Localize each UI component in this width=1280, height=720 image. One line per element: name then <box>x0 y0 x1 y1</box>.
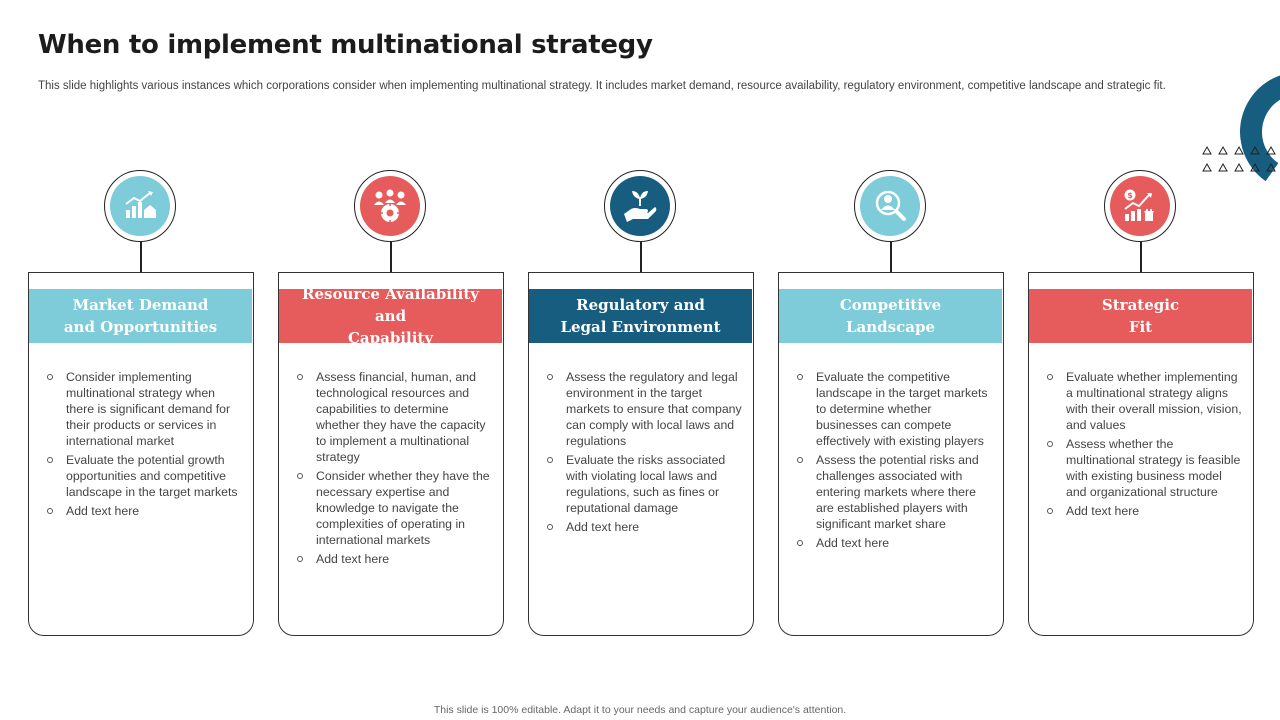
column-strategic-fit <box>1028 170 1254 636</box>
column-competitive-landscape <box>778 170 1004 636</box>
card-heading: Competitive Landscape <box>779 289 1002 343</box>
market-growth-icon <box>122 188 158 224</box>
connector-line <box>140 242 142 272</box>
connector-line <box>890 242 892 272</box>
column-market-demand <box>28 170 254 636</box>
card <box>778 272 1004 636</box>
page-subtitle: This slide highlights various instances which corporations consider when implementing multinational strategy. It includes market demand, resource availability, regulatory environment, competitive landscape and strategic fit. <box>38 80 1166 92</box>
list-item: Evaluate the competitive landscape in the target markets to determine whether businesses can compete effectively with existing players <box>797 369 995 449</box>
bullet-icon <box>297 473 303 479</box>
bullet-icon <box>47 508 53 514</box>
bullet-icon <box>47 457 53 463</box>
bullet-list <box>797 369 995 554</box>
bullet-icon <box>1047 374 1053 380</box>
list-item: Assess the potential risks and challenges associated with entering markets where there are established players with significant market share <box>797 452 995 532</box>
footer-note: This slide is 100% editable. Adapt it to your needs and capture your audience's attention. <box>433 704 847 716</box>
list-item: Add text here <box>47 503 245 519</box>
bullet-icon <box>297 374 303 380</box>
list-item: Add text here <box>1047 503 1245 519</box>
bullet-list <box>47 369 245 522</box>
list-item: Evaluate the risks associated with violating local laws and regulations, such as fines or reputational damage <box>547 452 745 516</box>
bullet-icon <box>547 374 553 380</box>
bullet-icon <box>797 374 803 380</box>
bullet-icon <box>1047 508 1053 514</box>
card-heading: Market Demand and Opportunities <box>29 289 252 343</box>
bullet-list <box>547 369 745 538</box>
svg-text:$: $ <box>1127 191 1133 200</box>
list-item: Evaluate whether implementing a multinational strategy aligns with their overall mission, vision, and values <box>1047 369 1245 433</box>
icon-ring <box>1104 170 1176 242</box>
bullet-list <box>1047 369 1245 522</box>
list-item: Assess the regulatory and legal environment in the target markets to ensure that company can comply with local laws and regulations <box>547 369 745 449</box>
list-item: Evaluate the potential growth opportunities and competitive landscape in the target markets <box>47 452 245 500</box>
hand-plant-icon <box>621 187 659 225</box>
team-gear-icon <box>371 187 409 225</box>
bullet-list <box>297 369 495 570</box>
card <box>528 272 754 636</box>
bullet-icon <box>1047 441 1053 447</box>
list-item: Add text here <box>297 551 495 567</box>
bullet-icon <box>547 457 553 463</box>
list-item: Add text here <box>797 535 995 551</box>
bullet-icon <box>797 540 803 546</box>
list-item: Add text here <box>547 519 745 535</box>
icon-ring <box>854 170 926 242</box>
icon-ring <box>354 170 426 242</box>
list-item: Assess financial, human, and technological resources and capabilities to determine whether they have the capacity to implement a multinational strategy <box>297 369 495 465</box>
list-item: Consider whether they have the necessary expertise and knowledge to navigate the complexities of operating in international markets <box>297 468 495 548</box>
card <box>278 272 504 636</box>
connector-line <box>640 242 642 272</box>
list-item: Assess whether the multinational strategy is feasible with existing business model and organizational structure <box>1047 436 1245 500</box>
card <box>1028 272 1254 636</box>
card <box>28 272 254 636</box>
list-item: Consider implementing multinational strategy when there is significant demand for their products or services in international market <box>47 369 245 449</box>
person-magnifier-icon <box>872 188 908 224</box>
bullet-icon <box>797 457 803 463</box>
connector-line <box>1140 242 1142 272</box>
card-heading: Strategic Fit <box>1029 289 1252 343</box>
card-heading: Regulatory and Legal Environment <box>529 289 752 343</box>
column-regulatory-environment <box>528 170 754 636</box>
column-resource-availability <box>278 170 504 636</box>
page-title: When to implement multinational strategy <box>38 30 653 60</box>
connector-line <box>390 242 392 272</box>
icon-ring <box>104 170 176 242</box>
bullet-icon <box>47 374 53 380</box>
bullet-icon <box>547 524 553 530</box>
strategy-chart-icon <box>1121 187 1159 225</box>
icon-ring <box>604 170 676 242</box>
bullet-icon <box>297 556 303 562</box>
card-heading: Resource Availability and Capability <box>279 289 502 343</box>
